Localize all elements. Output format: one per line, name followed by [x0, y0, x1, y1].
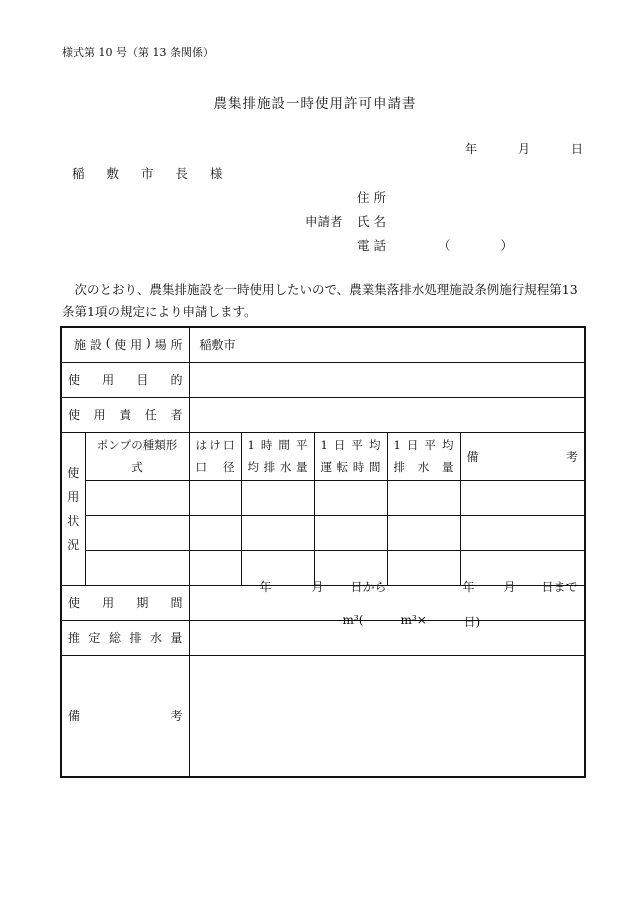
- phone-parens: （ ）: [438, 238, 514, 253]
- label-char: 間: [170, 596, 183, 610]
- usage-cell[interactable]: [241, 480, 314, 515]
- remarks-field[interactable]: [189, 655, 585, 777]
- location-value[interactable]: 稲敷市: [189, 327, 585, 362]
- usage-cell[interactable]: [189, 480, 241, 515]
- label-char: 日: [333, 438, 346, 452]
- label-char: 時: [352, 460, 365, 474]
- phone-label: 電 話: [357, 238, 386, 253]
- label-char: 任: [144, 408, 157, 422]
- usage-cell[interactable]: [241, 515, 314, 550]
- label-char: 均: [368, 438, 381, 452]
- usage-cell[interactable]: [387, 480, 460, 515]
- label-char: 排: [263, 460, 276, 474]
- label-char: 水: [417, 460, 430, 474]
- usage-cell[interactable]: [314, 515, 387, 550]
- label-char: 総: [108, 631, 121, 645]
- label-char: け: [209, 438, 221, 452]
- manager-label: [61, 397, 189, 432]
- label-char: 1: [320, 438, 328, 452]
- label-char: 者: [170, 408, 183, 422]
- label-char: 的: [170, 373, 183, 387]
- label-char: 1: [247, 438, 255, 452]
- label-char: 用: [67, 489, 80, 504]
- label-char: 排: [129, 631, 142, 645]
- label-char: 備: [466, 449, 479, 464]
- period-label: [61, 585, 189, 620]
- address-label: 住 所: [357, 190, 386, 205]
- label-char: 定: [88, 631, 101, 645]
- purpose-field[interactable]: [189, 362, 585, 397]
- label-char: 使: [114, 338, 127, 353]
- label-char: 場: [154, 338, 167, 353]
- remarks-label: [61, 655, 189, 777]
- estimate-label: [61, 620, 189, 655]
- usage-cell[interactable]: [189, 515, 241, 550]
- label-char: 平: [295, 438, 308, 452]
- label-char: 均: [247, 460, 259, 474]
- usage-cell[interactable]: [460, 515, 585, 550]
- label-char: 用: [93, 408, 106, 422]
- usage-cell[interactable]: [241, 550, 314, 585]
- label-char: 考: [566, 449, 579, 464]
- label-char: 口: [195, 460, 207, 474]
- usage-cell[interactable]: [460, 480, 585, 515]
- period-field[interactable]: 年 月 日から 年 月 日まで: [189, 585, 585, 620]
- label-char: 均: [441, 438, 454, 452]
- label-char: 備: [68, 709, 81, 724]
- label-char: 目: [136, 373, 149, 387]
- label-char: 平: [351, 438, 363, 452]
- label-char: ): [146, 336, 151, 351]
- addressee: 稲 敷 市 長 様: [72, 166, 232, 181]
- hourly-drain-header: [241, 432, 314, 480]
- label-char: 責: [119, 408, 132, 422]
- label-char: 用: [102, 373, 115, 387]
- usage-cell[interactable]: [85, 515, 189, 550]
- label-char: 日: [406, 438, 419, 452]
- usage-cell[interactable]: [387, 550, 460, 585]
- label-char: 施: [74, 338, 87, 353]
- label-char: 転: [336, 460, 349, 474]
- label-char: 量: [442, 460, 454, 474]
- estimate-field[interactable]: m³( m³× 日): [189, 620, 585, 655]
- label-char: 水: [149, 631, 162, 645]
- label-char: 排: [393, 460, 405, 474]
- label-char: 況: [67, 537, 80, 552]
- daily-run-header: [314, 432, 387, 480]
- label-char: 運: [320, 460, 332, 474]
- usage-cell[interactable]: [314, 480, 387, 515]
- label-char: 量: [295, 460, 308, 474]
- outlet-header: [189, 432, 241, 480]
- form-number: 様式第 10 号（第 13 条関係）: [62, 46, 214, 59]
- usage-cell[interactable]: [85, 480, 189, 515]
- body-text: 次のとおり、農集排施設を一時使用したいので、農業集落排水処理施設条例施行規程第13条第1項の規定により申請します。: [62, 282, 578, 319]
- label-char: 平: [424, 438, 436, 452]
- label-char: 径: [223, 460, 235, 474]
- label-char: 用: [102, 596, 115, 610]
- applicant-label: 申請者: [305, 214, 343, 229]
- page-title: 農集排施設一時使用許可申請書: [213, 96, 417, 112]
- label-char: 推: [68, 631, 81, 645]
- remarks-header: [460, 432, 585, 480]
- label-char: 時: [260, 438, 273, 452]
- manager-field[interactable]: [189, 397, 585, 432]
- label-char: 用: [130, 338, 143, 353]
- label-char: 所: [170, 338, 183, 353]
- label-char: 間: [368, 460, 381, 474]
- name-label: 氏 名: [357, 214, 386, 229]
- label-char: 水: [279, 460, 292, 474]
- daily-drain-header: [387, 432, 460, 480]
- usage-cell[interactable]: [387, 515, 460, 550]
- label-char: 使: [67, 465, 80, 480]
- label-char: 使: [68, 373, 81, 387]
- label-char: 使: [68, 596, 81, 610]
- usage-cell[interactable]: [85, 550, 189, 585]
- label-char: 期: [136, 596, 149, 610]
- pump-type-header: ポンプの種類形 式: [85, 432, 189, 480]
- location-label: [61, 327, 189, 362]
- label-char: は: [195, 438, 207, 452]
- application-table: [60, 326, 586, 778]
- label-char: (: [105, 336, 111, 351]
- date-month-label: 月: [518, 142, 531, 156]
- label-char: 口: [223, 438, 235, 452]
- purpose-label: [61, 362, 189, 397]
- usage-label: [61, 432, 85, 585]
- date-day-label: 日: [571, 142, 584, 156]
- date-year-label: 年: [465, 142, 478, 156]
- label-char: 1: [393, 438, 401, 452]
- label-char: 使: [68, 408, 81, 422]
- usage-cell[interactable]: [189, 550, 241, 585]
- label-char: 設: [89, 338, 102, 353]
- label-char: 考: [170, 709, 183, 724]
- label-char: 間: [278, 438, 290, 452]
- label-char: 量: [170, 631, 183, 645]
- label-char: 状: [67, 513, 80, 528]
